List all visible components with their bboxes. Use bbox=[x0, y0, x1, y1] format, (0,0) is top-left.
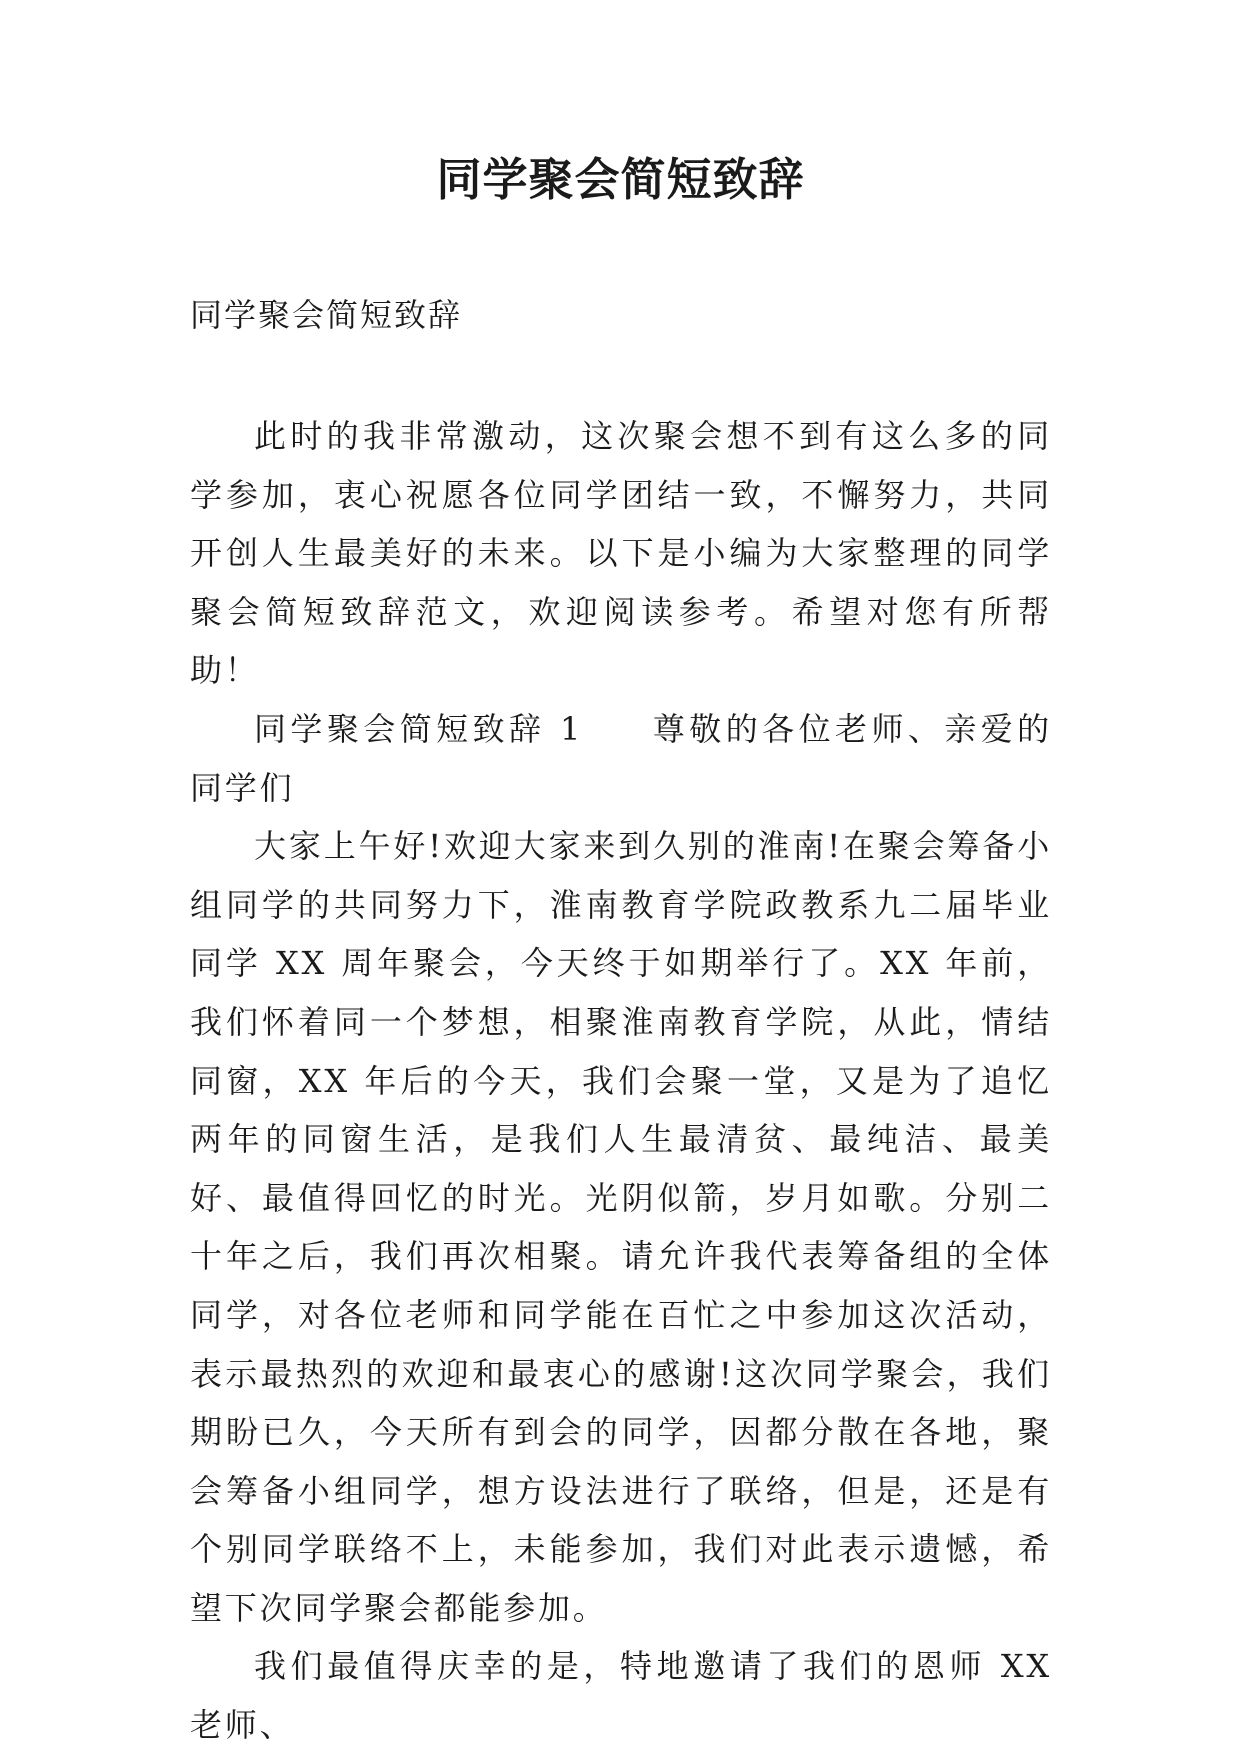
document-body bbox=[190, 407, 1052, 1755]
section-heading: 同学聚会简短致辞 1 bbox=[254, 709, 584, 748]
paragraph-intro: 此时的我非常激动，这次聚会想不到有这么多的同学参加，衷心祝愿各位同学团结一致，不懈努力，共同开创人生最美好的未来。以下是小编为大家整理的同学聚会简短致辞范文，欢迎阅读参考。希望对您有所帮助！ bbox=[190, 417, 1052, 690]
document-title: 同学聚会简短致辞 bbox=[436, 153, 805, 206]
paragraph-section-heading bbox=[190, 700, 1052, 817]
paragraph-teachers: 我们最值得庆幸的是，特地邀请了我们的恩师 XX 老师、 bbox=[190, 1647, 1052, 1745]
paragraph-greeting: 大家上午好!欢迎大家来到久别的淮南!在聚会筹备小组同学的共同努力下，淮南教育学院政教系九二届毕业同学 XX 周年聚会，今天终于如期举行了。XX 年前，我们怀着同一个梦想，相聚淮南教育学院，从此，情结同窗，XX 年后的今天，我们会聚一堂，又是为了追忆两年的同窗生活，是我们人生最清贫、最纯洁、最美好、最值得回忆的时光。光阴似箭，岁月如歌。分别二十年之后，我们再次相聚。请允许我代表筹备组的全体同学，对各位老师和同学能在百忙之中参加这次活动，表示最热烈的欢迎和最衷心的感谢!这次同学聚会，我们期盼已久，今天所有到会的同学，因都分散在各地，聚会筹备小组同学，想方设法进行了联络，但是，还是有个别同学联络不上，未能参加，我们对此表示遗憾，希望下次同学聚会都能参加。 bbox=[190, 827, 1052, 1627]
document-subtitle: 同学聚会简短致辞 bbox=[190, 296, 463, 334]
salutation: 尊敬的各位老师、亲爱的同学们 bbox=[190, 709, 1052, 807]
